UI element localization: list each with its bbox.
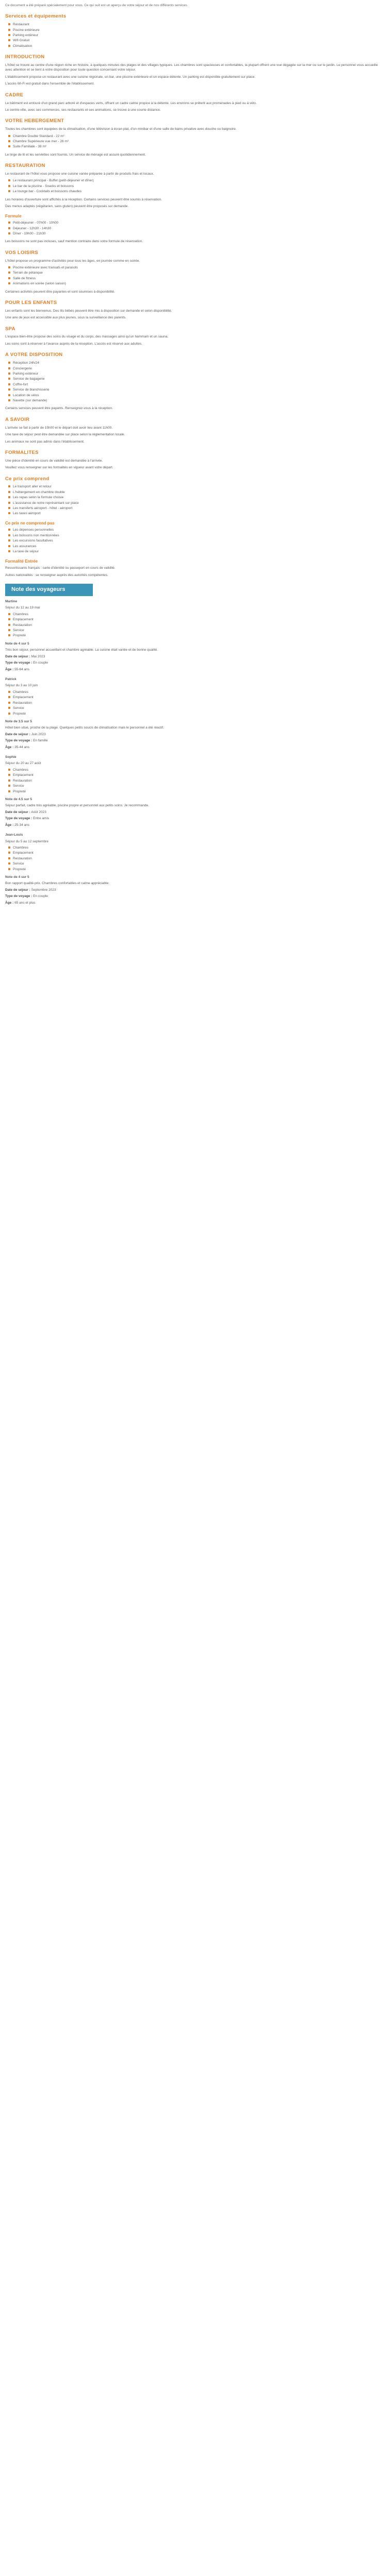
cadre-heading: CADRE [5, 92, 24, 98]
formalites-paragraph: Une pièce d'identité en cours de validité est demandée à l'arrivée. [5, 459, 103, 463]
criteria-item: Restauration [8, 701, 386, 705]
criteria-item: Restauration [8, 778, 386, 783]
loisirs-list [8, 265, 386, 286]
review-field-label: Type de voyage : [5, 817, 32, 821]
review-field [5, 738, 386, 743]
list-item: Les boissons non mentionnées [8, 533, 386, 538]
a-savoir-paragraph: Les animaux ne sont pas admis dans l'établissement. [5, 439, 85, 444]
hebergement-heading: VOTRE HEBERGEMENT [5, 118, 64, 124]
list-item: Conciergerie [8, 366, 386, 371]
criteria-item: Emplacement [8, 617, 386, 622]
review-criteria-list [8, 690, 386, 716]
voyageurs-banner: Note des voyageurs [5, 584, 93, 596]
criteria-item: Restauration [8, 856, 386, 861]
review-item [5, 833, 386, 905]
restauration-paragraph: Des menus adaptés (végétarien, sans gluten) peuvent être proposés sur demande. [5, 205, 129, 209]
formalite-entree-paragraph: Ressortissants français : carte d'identité ou passeport en cours de validité. [5, 566, 116, 570]
review-field-value: Juin 2023 [31, 732, 46, 736]
criteria-item: Emplacement [8, 851, 386, 855]
introduction-paragraph: L'hôtel se trouve au centre d'une région riche en histoire, à quelques minutes des plages et des villages typiques. Les chambres sont spacieuses et confortables, la plupart offrent une vue dégagée sur la mer ou sur le jardin. Le personnel vous accueille avec attention et se tient à votre disposition pour toute question concernant votre séjour. [5, 63, 378, 72]
enfants-heading: POUR LES ENFANTS [5, 300, 57, 306]
services-list [8, 22, 386, 48]
review-field [5, 667, 386, 672]
document-body [0, 0, 391, 905]
prix-ne-comprend-pas-heading: Ce prix ne comprend pas [5, 520, 55, 526]
review-field-label: Âge : [5, 667, 14, 671]
formule-heading: Formule [5, 213, 22, 218]
criteria-item: Service [8, 628, 386, 633]
reviews-list [5, 599, 386, 905]
list-item: Service de blanchisserie [8, 387, 386, 392]
list-item: Les assurances [8, 544, 386, 549]
enfants-paragraph: Une aire de jeux est accessible aux plus jeunes, sous la surveillance des parents. [5, 316, 126, 320]
criteria-item: Service [8, 706, 386, 710]
list-item: L'hébergement en chambre double [8, 490, 386, 495]
criteria-item: Propreté [8, 789, 386, 794]
review-criteria-list [8, 845, 386, 872]
criteria-item: Chambres [8, 690, 386, 694]
disposition-heading: A VOTRE DISPOSITION [5, 352, 63, 358]
list-item: Le bar de la piscine - Snacks et boissons [8, 184, 386, 189]
introduction-heading: INTRODUCTION [5, 54, 45, 60]
review-field [5, 810, 386, 815]
review-field [5, 816, 386, 821]
introduction-paragraph: L'établissement propose un restaurant avec une cuisine régionale, un bar, une piscine extérieure et un espace détente. Un parking est disponible gratuitement sur place. [5, 75, 256, 79]
review-field-value: Septembre 2023 [31, 888, 56, 892]
review-field-value: Mai 2023 [31, 654, 45, 658]
list-item: Location de vélos [8, 393, 386, 398]
hebergement-paragraph: Le linge de lit et les serviettes sont fournis. Un service de ménage est assuré quotidiennement. [5, 152, 146, 157]
restauration-heading: RESTAURATION [5, 163, 45, 169]
list-item: L'assistance de notre représentant sur place [8, 501, 386, 505]
formalite-entree-paragraph: Autres nationalités : se renseigner auprès des autorités compétentes. [5, 573, 108, 577]
list-item: Le transport aller et retour [8, 484, 386, 489]
intro-text: Ce document a été préparé spécialement pour vous. Ce qui suit est un aperçu de votre séjour et de nos différents services. [5, 4, 188, 7]
review-field-value: Entre amis [33, 817, 50, 821]
reviewer-name: Patrick [5, 677, 17, 681]
list-item: Animations en soirée (selon saison) [8, 281, 386, 286]
list-item: Petit-déjeuner - 07h00 - 10h00 [8, 221, 386, 225]
restauration-paragraph: Les horaires d'ouverture sont affichés à la réception. Certains services peuvent être soumis à réservation. [5, 197, 162, 201]
review-field [5, 823, 386, 827]
review-field [5, 901, 386, 905]
review-field [5, 888, 386, 892]
review-field-label: Date de séjour : [5, 654, 30, 658]
criteria-item: Emplacement [8, 695, 386, 700]
spa-paragraph: Les soins sont à réserver à l'avance auprès de la réception. L'accès est réservé aux adultes. [5, 342, 142, 346]
formule-list [8, 221, 386, 236]
criteria-item: Service [8, 784, 386, 788]
review-field-label: Type de voyage : [5, 894, 32, 899]
list-item: Climatisation [8, 44, 386, 48]
disposition-paragraph: Certains services peuvent être payants. Renseignez-vous à la réception. [5, 406, 113, 411]
list-item: Réception 24h/24 [8, 361, 386, 365]
criteria-item: Propreté [8, 867, 386, 872]
criteria-item: Propreté [8, 633, 386, 638]
formalite-entree-heading: Formalité Entrée [5, 558, 38, 564]
spa-paragraph: L'espace bien-être propose des soins du visage et du corps, des massages ainsi qu'un hammam et un sauna. [5, 335, 169, 339]
criteria-item: Emplacement [8, 773, 386, 777]
review-field-value: Août 2023 [31, 810, 46, 814]
list-item: Navette (sur demande) [8, 398, 386, 403]
disposition-list [8, 361, 386, 403]
review-item [5, 677, 386, 750]
review-item [5, 755, 386, 827]
enfants-paragraph: Les enfants sont les bienvenus. Des lits bébés peuvent être mis à disposition sur demande et selon disponibilité. [5, 309, 172, 313]
review-rating: Note de 4 sur 5 [5, 875, 29, 879]
review-field-label: Âge : [5, 823, 14, 827]
a-savoir-heading: A SAVOIR [5, 416, 30, 422]
list-item: Wifi Gratuit [8, 38, 386, 43]
review-field [5, 732, 386, 737]
review-field [5, 745, 386, 750]
review-field-label: Type de voyage : [5, 661, 32, 665]
review-field [5, 660, 386, 665]
list-item: Terrain de pétanque [8, 270, 386, 275]
review-field-label: Âge : [5, 745, 14, 749]
introduction-paragraph: L'accès Wi-Fi est gratuit dans l'ensemble de l'établissement. [5, 82, 95, 86]
review-field-value: 35-44 ans [14, 745, 29, 749]
review-rating: Note de 4 sur 5 [5, 641, 29, 646]
list-item: Restaurant [8, 22, 386, 27]
list-item: Service de bagagerie [8, 377, 386, 381]
list-item: Les transferts aéroport - hôtel - aéroport [8, 506, 386, 511]
reviewer-name: Sophie [5, 755, 17, 759]
services-heading: Services et équipements [5, 13, 67, 20]
review-trip: Séjour du 20 au 27 août [5, 761, 41, 766]
formalites-paragraph: Veuillez vous renseigner sur les formalités en vigueur avant votre départ. [5, 466, 113, 470]
review-comment: Hôtel bien situé, proche de la plage. Quelques petits soucis de climatisation mais le personnel a été réactif. [5, 726, 164, 730]
reviewer-name: Martine [5, 599, 18, 603]
review-field-value: En couple [33, 894, 48, 899]
list-item: Suite Familiale - 38 m² [8, 144, 386, 149]
spa-heading: SPA [5, 326, 15, 332]
review-trip: Séjour du 5 au 12 septembre [5, 839, 48, 843]
criteria-item: Chambres [8, 768, 386, 772]
review-comment: Bon rapport qualité-prix. Chambres confortables et calme appréciable. [5, 882, 109, 886]
a-savoir-paragraph: L'arrivée se fait à partir de 15h00 et le départ doit avoir lieu avant 11h00. [5, 426, 113, 430]
review-rating: Note de 3.5 sur 5 [5, 719, 32, 723]
review-trip: Séjour du 12 au 19 mai [5, 606, 40, 610]
list-item: Le lounge bar - Cocktails et boissons chaudes [8, 189, 386, 194]
loisirs-paragraph: Certaines activités peuvent être payantes et sont soumises à disponibilité. [5, 290, 115, 294]
review-criteria-list [8, 768, 386, 794]
review-field-value: 65 ans et plus [14, 901, 36, 905]
list-item: Coffre-fort [8, 382, 386, 387]
review-field-label: Date de séjour : [5, 888, 30, 892]
list-item: Piscine extérieure avec transats et parasols [8, 265, 386, 270]
prix-ne-comprend-pas-list [8, 528, 386, 554]
review-field-label: Âge : [5, 901, 14, 905]
restauration-paragraph: Le restaurant de l'hôtel vous propose une cuisine variée préparée à partir de produits frais et locaux. [5, 172, 154, 176]
formalites-heading: FORMALITES [5, 449, 39, 455]
list-item: Les excursions facultatives [8, 538, 386, 543]
restauration-paragraph: Les boissons ne sont pas incluses, sauf mention contraire dans votre formule de réservation. [5, 240, 143, 244]
review-field-label: Date de séjour : [5, 732, 30, 736]
cadre-paragraph: Le bâtiment est entouré d'un grand parc arboré et d'espaces verts, offrant un cadre calme propice à la détente. Les environs se prêtent aux promenades à pied ou à vélo. [5, 101, 257, 105]
review-criteria-list [8, 612, 386, 638]
list-item: Le restaurant principal - Buffet (petit-déjeuner et dîner) [8, 178, 386, 183]
list-item: Dîner - 19h00 - 21h30 [8, 231, 386, 236]
list-item: Les repas selon la formule choisie [8, 495, 386, 500]
list-item: Les dépenses personnelles [8, 528, 386, 532]
loisirs-heading: VOS LOISIRS [5, 249, 39, 256]
criteria-item: Service [8, 861, 386, 866]
list-item: Salle de fitness [8, 276, 386, 281]
prix-comprend-heading: Ce prix comprend [5, 476, 50, 482]
list-item: Parking extérieur [8, 371, 386, 376]
a-savoir-paragraph: Une taxe de séjour peut être demandée sur place selon la réglementation locale. [5, 433, 125, 437]
review-field-value: En couple [33, 661, 48, 665]
list-item: Chambre Double Standard - 22 m² [8, 134, 386, 139]
review-field [5, 654, 386, 659]
hebergement-paragraph: Toutes les chambres sont équipées de la climatisation, d'une télévision à écran plat, d'un minibar et d'une salle de bains privative avec douche ou baignoire. [5, 127, 237, 131]
cadre-paragraph: Le centre-ville, avec ses commerces, ses restaurants et ses animations, se trouve à une courte distance. [5, 108, 161, 112]
review-comment: Très bon séjour, personnel accueillant et chambre agréable. La cuisine était variée et de bonne qualité. [5, 648, 158, 652]
list-item: La taxe de séjour [8, 549, 386, 554]
review-item [5, 599, 386, 672]
review-field-value: 55-64 ans [14, 667, 29, 671]
review-field-value: 25-34 ans [14, 823, 29, 827]
reviewer-name: Jean-Louis [5, 833, 23, 837]
review-field-value: En famille [33, 739, 48, 743]
review-rating: Note de 4.5 sur 5 [5, 797, 32, 801]
list-item: Chambre Supérieure vue mer - 26 m² [8, 139, 386, 144]
prix-comprend-list [8, 484, 386, 516]
review-field-label: Type de voyage : [5, 739, 32, 743]
criteria-item: Chambres [8, 845, 386, 850]
list-item: Déjeuner - 12h30 - 14h30 [8, 226, 386, 231]
criteria-item: Restauration [8, 623, 386, 628]
list-item: Parking extérieur [8, 33, 386, 38]
criteria-item: Propreté [8, 711, 386, 716]
review-field-label: Date de séjour : [5, 810, 30, 814]
room-types-list [8, 134, 386, 149]
review-comment: Séjour parfait, cadre très agréable, piscine propre et personnel aux petits soins. Je recommande. [5, 804, 149, 808]
list-item: Piscine extérieure [8, 28, 386, 32]
criteria-item: Chambres [8, 612, 386, 617]
review-trip: Séjour du 3 au 10 juin [5, 684, 38, 688]
restaurants-list [8, 178, 386, 194]
review-field [5, 894, 386, 899]
loisirs-paragraph: L'hôtel propose un programme d'activités pour tous les âges, en journée comme en soirée. [5, 259, 140, 263]
list-item: Les taxes aéroport [8, 511, 386, 516]
